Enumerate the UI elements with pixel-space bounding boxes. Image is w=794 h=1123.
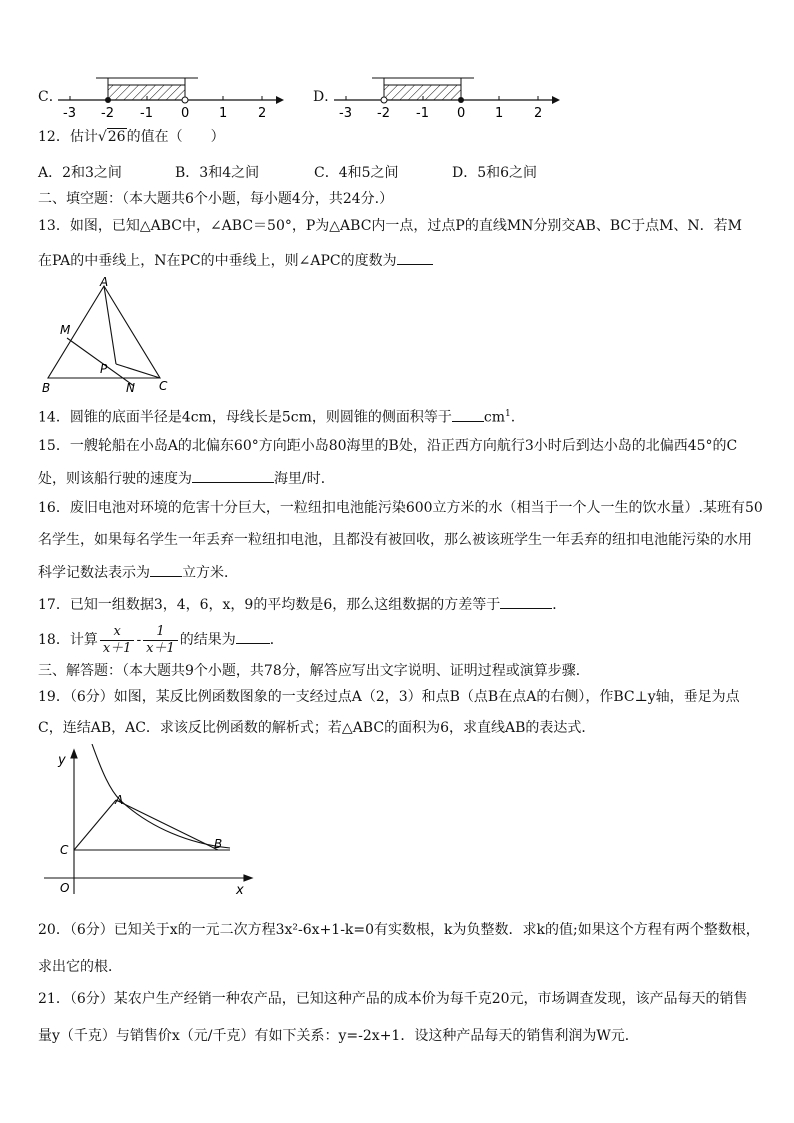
q16-line2: 名学生，如果每名学生一年丢弃一粒纽扣电池，且都没有被回收，那么被该班学生一年丢弃的纽扣电池能污染的水用 bbox=[38, 532, 752, 548]
fraction: $\frac{1}{x+1}$ bbox=[143, 624, 178, 657]
label-a: A bbox=[115, 793, 124, 807]
q20-line2: 求出它的根． bbox=[38, 959, 122, 975]
label-b: B bbox=[42, 381, 51, 395]
section-fill-blank-heading: 二、填空题：（本大题共6个小题，每小题4分，共24分.） bbox=[38, 191, 394, 207]
label-y: y bbox=[58, 753, 66, 768]
q13-triangle-figure bbox=[38, 276, 178, 396]
option-c-label: C． bbox=[38, 89, 63, 105]
label-p: P bbox=[100, 362, 108, 376]
fraction: $\frac{x}{x+1}$ bbox=[100, 624, 135, 657]
number-line-c bbox=[58, 72, 288, 122]
answer-blank bbox=[452, 407, 484, 422]
label-b: B bbox=[214, 837, 223, 851]
answer-blank bbox=[236, 629, 270, 644]
answer-blank bbox=[150, 562, 182, 577]
answer-blank bbox=[397, 250, 433, 265]
section-answer-heading: 三、解答题：（本大题共9个小题，共78分，解答应写出文字说明、证明过程或演算步骤． bbox=[38, 663, 590, 679]
tick-label: -2 bbox=[377, 106, 390, 121]
option-d-label: D． bbox=[313, 89, 339, 105]
tick-label: 0 bbox=[181, 106, 190, 121]
q12-option-a: A．2和3之间 bbox=[38, 165, 122, 181]
q12-option-b: B．3和4之间 bbox=[175, 165, 260, 181]
q15-line1: 15．一艘轮船在小岛A的北偏东60°方向距小岛80海里的B处，沿正西方向航行3小时后到达小岛的北偏西45°的C bbox=[38, 438, 738, 454]
q12-option-c: C．4和5之间 bbox=[314, 165, 399, 181]
q13-line2: 在PA的中垂线上，N在PC的中垂线上，则∠APC的度数为 bbox=[38, 250, 433, 270]
label-a: A bbox=[100, 276, 109, 289]
tick-label: 2 bbox=[258, 106, 267, 121]
label-c: C bbox=[159, 379, 168, 393]
tick-label: -3 bbox=[339, 106, 352, 121]
q19-line1: 19．（6分）如图，某反比例函数图象的一支经过点A（2，3）和点B（点B在点A的右侧），作BC⊥y轴，垂足为点 bbox=[38, 689, 740, 705]
label-o: O bbox=[60, 881, 70, 895]
q12-stem: 12．估计√26的值在（ ） bbox=[38, 129, 225, 145]
q20-line1: 20．（6分）已知关于x的一元二次方程3x²-6x+1-k=0有实数根，k为负整数．求k的值;如果这个方程有两个整数根， bbox=[38, 922, 760, 938]
tick-label: 2 bbox=[534, 106, 543, 121]
q21-line1: 21．（6分）某农户生产经销一种农产品，已知这种产品的成本价为每千克20元，市场调查发现，该产品每天的销售 bbox=[38, 991, 748, 1007]
q17-stem: 17．已知一组数据3，4，6，x，9的平均数是6，那么这组数据的方差等于 ． bbox=[38, 594, 566, 614]
tick-label: -1 bbox=[416, 106, 429, 121]
label-c: C bbox=[60, 843, 69, 857]
tick-label: -1 bbox=[140, 106, 153, 121]
q19-inverse-function-graph bbox=[40, 744, 260, 900]
answer-blank bbox=[192, 468, 274, 483]
tick-label: -3 bbox=[63, 106, 76, 121]
q18-stem: 18．计算 $\frac{x}{x+1}$ - $\frac{1}{x+1}$ 的结果为 ． bbox=[38, 623, 284, 656]
label-x: x bbox=[236, 883, 244, 898]
q15-line2: 处，则该船行驶的速度为 海里/时． bbox=[38, 468, 335, 488]
q13-line1: 13．如图，已知△ABC中，∠ABC＝50°，P为△ABC内一点，过点P的直线MN分别交AB、BC于点M、N．若M bbox=[38, 218, 743, 234]
q16-line3: 科学记数法表示为 立方米． bbox=[38, 562, 238, 582]
label-n: N bbox=[126, 381, 135, 395]
q19-line2: C，连结AB，AC．求该反比例函数的解析式；若△ABC的面积为6，求直线AB的表达式． bbox=[38, 720, 596, 736]
label-m: M bbox=[60, 323, 71, 337]
tick-label: 1 bbox=[219, 106, 228, 121]
number-line-d bbox=[334, 72, 564, 122]
q12-option-d: D．5和6之间 bbox=[452, 165, 538, 181]
tick-label: 0 bbox=[457, 106, 466, 121]
q14-stem: 14．圆锥的底面半径是4cm，母线长是5cm，则圆锥的侧面积等于 $cm^1$. bbox=[38, 405, 515, 427]
tick-label: -2 bbox=[101, 106, 114, 121]
tick-label: 1 bbox=[495, 106, 504, 121]
answer-blank bbox=[500, 594, 552, 609]
q21-line2: 量y（千克）与销售价x（元/千克）有如下关系：y=-2x+1．设这种产品每天的销售利润为W元． bbox=[38, 1028, 639, 1044]
q16-line1: 16．废旧电池对环境的危害十分巨大，一粒纽扣电池能污染600立方米的水（相当于一个人一生的饮水量）.某班有50 bbox=[38, 500, 763, 516]
